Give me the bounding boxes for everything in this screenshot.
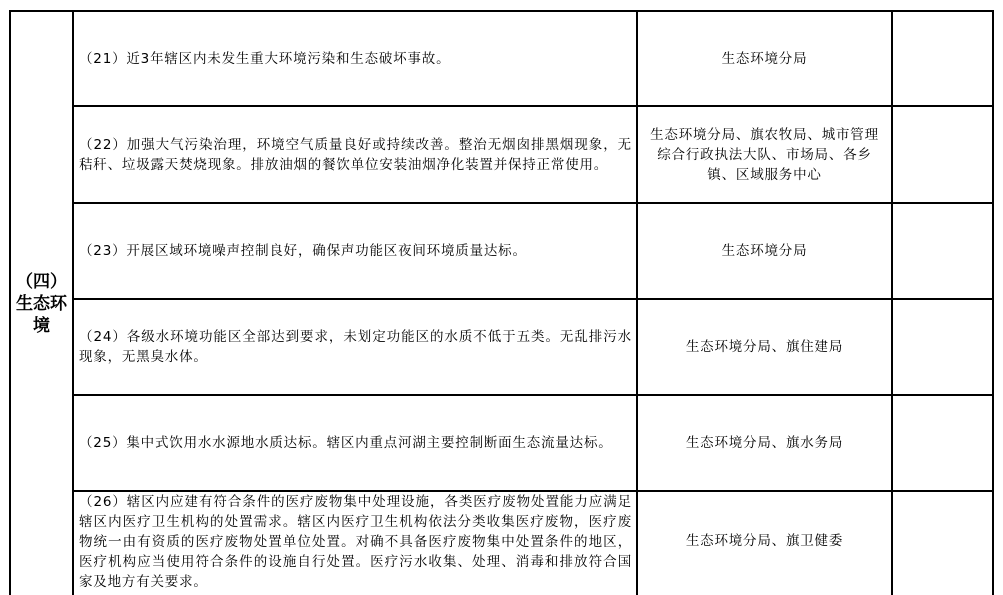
department-text: 生态环境分局、旗卫健委	[685, 533, 844, 549]
department-cell	[638, 396, 891, 490]
requirement-cell	[74, 107, 636, 202]
department-text: 生态环境分局	[721, 50, 808, 67]
requirement-text: （23）开展区域环境噪声控制良好，确保声功能区夜间环境质量达标。	[79, 243, 527, 259]
department-cell	[638, 107, 891, 202]
department-text: 生态环境分局、旗住建局	[685, 339, 844, 355]
requirement-cell	[74, 204, 636, 298]
col-border-right	[992, 10, 994, 595]
department-cell	[638, 204, 891, 298]
requirement-text: （26）辖区内应建有符合条件的医疗废物集中处理设施，各类医疗废物处置能力应满足辖区内医疗卫生机构的处置需求。辖区内医疗卫生机构依法分类收集医疗废物，医疗废物统一由有资质的医疗废物处置单位处置。对确不具备医疗废物集中处置条件的地区，医疗机构应当使用符合条件的设施自行处置。医疗污水收集、处理、消毒和排放符合国家及地方有关要求。	[79, 494, 632, 590]
requirement-text: （24）各级水环境功能区全部达到要求，未划定功能区的水质不低于五类。无乱排污水现象，无黑臭水体。	[79, 329, 632, 365]
requirement-text: （25）集中式饮用水水源地水质达标。辖区内重点河湖主要控制断面生态流量达标。	[79, 435, 613, 451]
requirement-cell	[74, 396, 636, 490]
col-border-department	[891, 10, 893, 595]
department-text: 生态环境分局	[721, 243, 808, 259]
department-cell	[638, 300, 891, 394]
requirement-text: （21）近3年辖区内未发生重大环境污染和生态破坏事故。	[79, 50, 451, 67]
department-text: 生态环境分局、旗农牧局、城市管理综合行政执法大队、市场局、各乡镇、区域服务中心	[650, 126, 879, 183]
category-title: （四）生态环境	[16, 271, 67, 336]
department-cell	[638, 12, 891, 105]
department-cell	[638, 492, 891, 590]
department-text: 生态环境分局、旗水务局	[685, 435, 844, 451]
requirement-text: （22）加强大气污染治理，环境空气质量良好或持续改善。整治无烟囱排黑烟现象，无秸秆、垃圾露天焚烧现象。排放油烟的餐饮单位安装油烟净化装置并保持正常使用。	[79, 136, 632, 173]
requirement-cell	[74, 300, 636, 394]
requirement-cell	[74, 492, 636, 595]
category-cell	[11, 12, 72, 595]
requirement-cell	[74, 12, 636, 105]
